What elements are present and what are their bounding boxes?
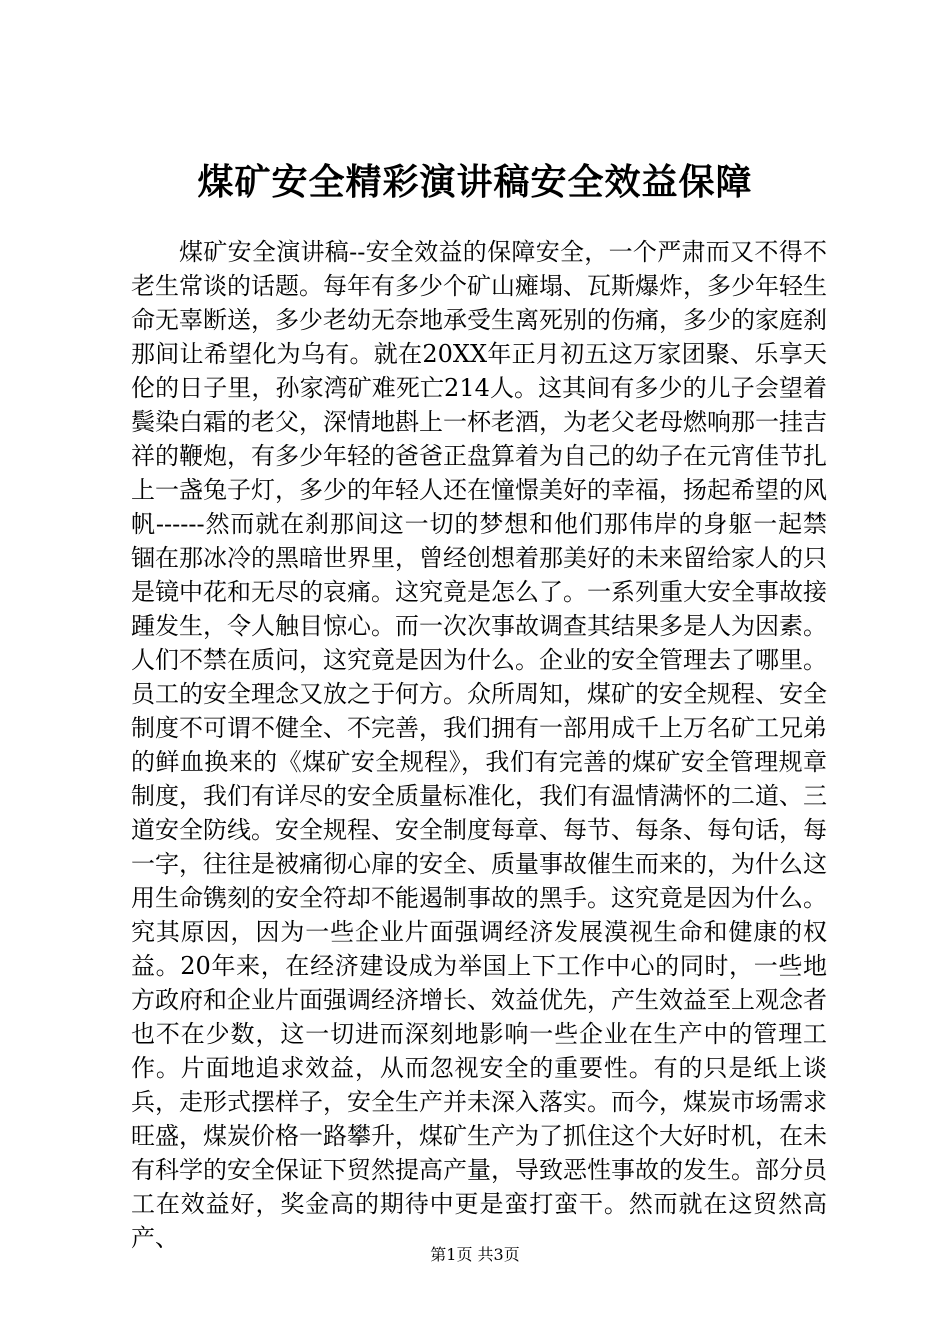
page-footer: 第1页 共3页 xyxy=(430,1245,520,1264)
document-title: 煤矿安全精彩演讲稿安全效益保障 xyxy=(197,161,753,203)
document-body-paragraph: 煤矿安全演讲稿--安全效益的保障安全，一个严肃而又不得不老生常谈的话题。每年有多少个矿山瘫塌、瓦斯爆炸，多少年轻生命无辜断送，多少老幼无奈地承受生离死别的伤痛，多少的家庭刹那间让希望化为乌有。就在20XX年正月初五这万家团聚、乐享天伦的日子里，孙家湾矿难死亡214人。这其间有多少的儿子会望着鬓染白霜的老父，深情地斟上一杯老酒，为老父老母燃响那一挂吉祥的鞭炮，有多少年轻的爸爸正盘算着为自己的幼子在元宵佳节扎上一盏兔子灯，多少的年轻人还在憧憬美好的幸福，扬起希望的风帆------然而就在刹那间这一切的梦想和他们那伟岸的身躯一起禁锢在那冰冷的黑暗世界里，曾经创想着那美好的未来留给家人的只是镜中花和无尽的哀痛。这究竟是怎么了。一系列重大安全事故接踵发生，令人触目惊心。而一次次事故调查其结果多是人为因素。人们不禁在质问，这究竟是因为什么。企业的安全管理去了哪里。员工的安全理念又放之于何方。众所周知，煤矿的安全规程、安全制度不可谓不健全、不完善，我们拥有一部用成千上万名矿工兄弟的鲜血换来的《煤矿安全规程》，我们有完善的煤矿安全管理规章制度，我们有详尽的安全质量标准化，我们有温情满怀的二道、三道安全防线。安全规程、安全制度每章、每节、每条、每句话，每一字，往往是被痛彻心扉的安全、质量事故催生而来的，为什么这用生命镌刻的安全符却不能遏制事故的黑手。这究竟是因为什么。究其原因，因为一些企业片面强调经济发展漠视生命和健康的权益。20年来，在经济建设成为举国上下工作中心的同时，一些地方政府和企业片面强调经济增长、效益优先，产生效益至上观念者也不在少数，这一切进而深刻地影响一些企业在生产中的管理工作。片面地追求效益，从而忽视安全的重要性。有的只是纸上谈兵，走形式摆样子，安全生产并未深入落实。而今，煤炭市场需求旺盛，煤炭价格一路攀升，煤矿生产为了抓住这个大好时机，在未有科学的安全保证下贸然提高产量，导致恶性事故的发生。部分员工在效益好，奖金高的期待中更是蛮打蛮干。然而就在这贸然高产、 xyxy=(131,238,827,1252)
